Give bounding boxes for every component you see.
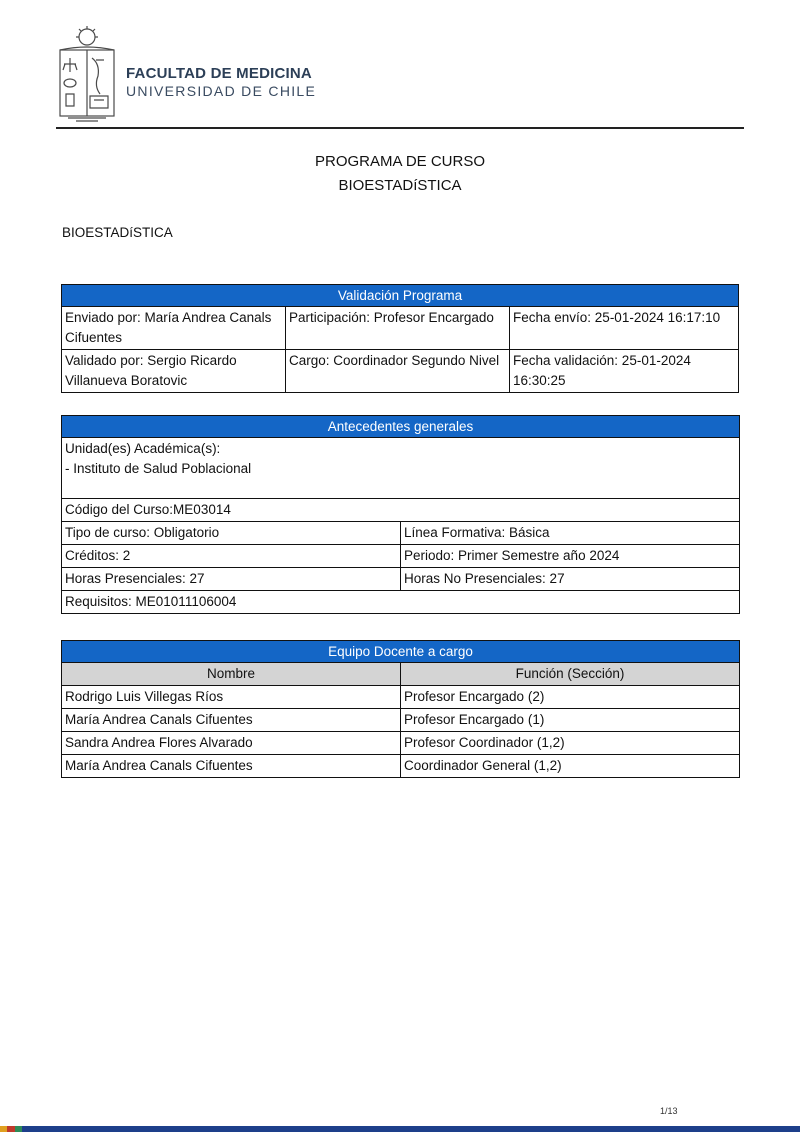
sent-by-cell: Enviado por: María Andrea Canals Cifuentes bbox=[62, 307, 286, 350]
footer-bar bbox=[0, 1126, 800, 1132]
university-name: UNIVERSIDAD DE CHILE bbox=[126, 83, 317, 99]
participation-cell: Participación: Profesor Encargado bbox=[286, 307, 510, 350]
course-name: BIOESTADíSTICA bbox=[62, 225, 173, 240]
validated-by-cell: Validado por: Sergio Ricardo Villanueva Boratovic bbox=[62, 350, 286, 393]
course-type-cell: Tipo de curso: Obligatorio bbox=[62, 522, 401, 545]
position-cell: Cargo: Coordinador Segundo Nivel bbox=[286, 350, 510, 393]
teaching-team-table bbox=[61, 640, 740, 778]
member-name: María Andrea Canals Cifuentes bbox=[62, 709, 401, 732]
period-cell: Periodo: Primer Semestre año 2024 bbox=[401, 545, 740, 568]
column-header-role: Función (Sección) bbox=[401, 663, 740, 686]
sent-date-cell: Fecha envío: 25-01-2024 16:17:10 bbox=[510, 307, 739, 350]
member-role: Coordinador General (1,2) bbox=[401, 755, 740, 778]
member-name: María Andrea Canals Cifuentes bbox=[62, 755, 401, 778]
university-crest-logo bbox=[54, 20, 120, 124]
footer-accent-stripes bbox=[0, 1126, 22, 1132]
validation-table bbox=[61, 284, 739, 393]
credits-cell: Créditos: 2 bbox=[62, 545, 401, 568]
formative-line-cell: Línea Formativa: Básica bbox=[401, 522, 740, 545]
member-name: Rodrigo Luis Villegas Ríos bbox=[62, 686, 401, 709]
crest-icon bbox=[54, 20, 120, 124]
general-info-table bbox=[61, 415, 740, 614]
table-row bbox=[62, 755, 740, 778]
column-header-name: Nombre bbox=[62, 663, 401, 686]
academic-units-value: - Instituto de Salud Poblacional bbox=[65, 461, 252, 476]
table-row bbox=[62, 709, 740, 732]
course-code-cell: Código del Curso:ME03014 bbox=[62, 499, 740, 522]
team-heading: Equipo Docente a cargo bbox=[62, 641, 740, 663]
table-row bbox=[62, 686, 740, 709]
document-subtitle: BIOESTADíSTICA bbox=[338, 177, 462, 194]
non-contact-hours-cell: Horas No Presenciales: 27 bbox=[401, 568, 740, 591]
faculty-name: FACULTAD DE MEDICINA bbox=[126, 65, 312, 82]
academic-units-label: Unidad(es) Académica(s): bbox=[65, 441, 221, 456]
member-name: Sandra Andrea Flores Alvarado bbox=[62, 732, 401, 755]
general-heading: Antecedentes generales bbox=[62, 416, 740, 438]
requirements-cell: Requisitos: ME01011106004 bbox=[62, 591, 740, 614]
page-number: 1/13 bbox=[660, 1106, 678, 1116]
academic-units-cell bbox=[62, 438, 740, 499]
member-role: Profesor Encargado (1) bbox=[401, 709, 740, 732]
validation-date-cell: Fecha validación: 25-01-2024 16:30:25 bbox=[510, 350, 739, 393]
table-row bbox=[62, 732, 740, 755]
member-role: Profesor Encargado (2) bbox=[401, 686, 740, 709]
header-divider bbox=[56, 127, 744, 129]
document-title: PROGRAMA DE CURSO bbox=[314, 153, 486, 170]
member-role: Profesor Coordinador (1,2) bbox=[401, 732, 740, 755]
validation-heading: Validación Programa bbox=[62, 285, 739, 307]
contact-hours-cell: Horas Presenciales: 27 bbox=[62, 568, 401, 591]
